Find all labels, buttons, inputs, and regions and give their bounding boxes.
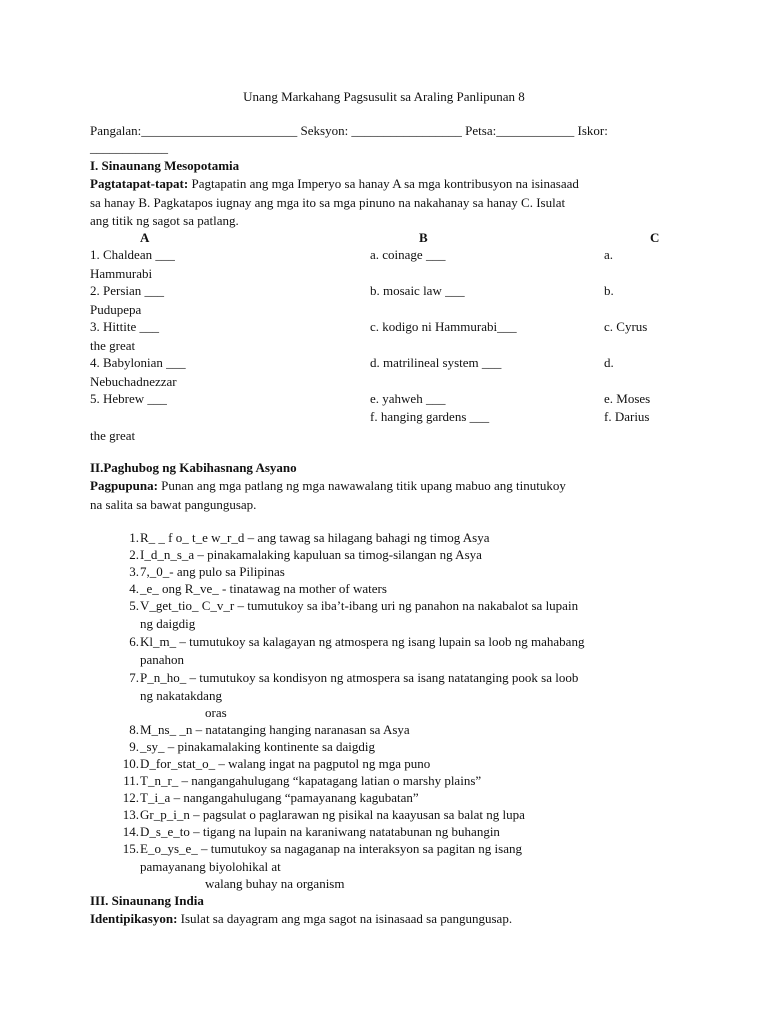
- list-item-number: 1.: [129, 530, 139, 545]
- list-item: T_i_a – nangangahulugang “pamayanang kagubatan”: [140, 790, 419, 805]
- list-item: _e_ ong R_ve_ - tinatawag na mother of waters: [140, 581, 387, 596]
- section-1-instruction-line-3: ang titik ng sagot sa patlang.: [90, 213, 239, 228]
- match-cell-c: e. Moses: [604, 391, 651, 406]
- match-cell-b: d. matrilineal system ___: [370, 355, 502, 370]
- section-1-instruction: [90, 176, 579, 192]
- instruction-text: Pagtapatin ang mga Imperyo sa hanay A sa mga kontribusyon na isinasaad: [188, 176, 579, 191]
- exam-title: Unang Markahang Pagsusulit sa Araling Panlipunan 8: [243, 89, 525, 104]
- list-item: Gr_p_i_n – pagsulat o paglarawan ng pisikal na kaayusan sa balat ng lupa: [140, 807, 525, 822]
- match-cell-a: 2. Persian ___: [90, 283, 165, 298]
- match-cell-c: a.: [604, 247, 614, 262]
- list-item-number: 6.: [129, 634, 139, 649]
- match-cell-c: c. Cyrus: [604, 319, 648, 334]
- match-cell-a: Hammurabi: [90, 266, 153, 281]
- list-item-continued: panahon: [140, 652, 185, 667]
- list-item-number: 10.: [122, 756, 139, 771]
- match-cell-a: 3. Hittite ___: [90, 319, 159, 334]
- list-item-number: 9.: [129, 739, 139, 754]
- list-item-continued: pamayanang biyolohikal at: [140, 859, 281, 874]
- list-item-continued: walang buhay na organism: [140, 876, 345, 891]
- list-item-number: 2.: [129, 547, 139, 562]
- list-item-number: 3.: [129, 564, 139, 579]
- match-cell-b: b. mosaic law ___: [370, 283, 465, 298]
- instruction-label: Pagpupuna:: [90, 478, 158, 493]
- list-item-number: 8.: [129, 722, 139, 737]
- match-cell-b: c. kodigo ni Hammurabi___: [370, 319, 517, 334]
- match-cell-a: the great: [90, 428, 136, 443]
- list-item-number: 13.: [122, 807, 139, 822]
- column-c-header: C: [650, 230, 660, 245]
- match-cell-c: d.: [604, 355, 614, 370]
- match-cell-a: 1. Chaldean ___: [90, 247, 175, 262]
- list-item-number: 4.: [129, 581, 139, 596]
- section-1-heading: I. Sinaunang Mesopotamia: [90, 158, 240, 173]
- match-cell-b: a. coinage ___: [370, 247, 446, 262]
- list-item-number: 15.: [122, 841, 139, 856]
- column-a-header: A: [140, 230, 150, 245]
- match-cell-a: Pudupepa: [90, 302, 142, 317]
- list-item: R_ _ f o_ t_e w_r_d – ang tawag sa hilagang bahagi ng timog Asya: [140, 530, 490, 545]
- match-cell-a: Nebuchadnezzar: [90, 374, 177, 389]
- match-cell-a: the great: [90, 338, 136, 353]
- list-item: M_ns_ _n – natatanging hanging naranasan sa Asya: [140, 722, 410, 737]
- list-item: T_n_r_ – nangangahulugang “kapatagang latian o marshy plains”: [140, 773, 482, 788]
- section-3-instruction: [90, 911, 512, 927]
- list-item: P_n_ho_ – tumutukoy sa kondisyon ng atmospera sa isang natatanging pook sa loob: [140, 670, 579, 685]
- list-item-number: 14.: [122, 824, 139, 839]
- list-item-number: 7.: [129, 670, 139, 685]
- instruction-text: Punan ang mga patlang ng mga nawawalang titik upang mabuo ang tinutukoy: [157, 478, 566, 493]
- section-2-heading: II.Paghubog ng Kabihasnang Asyano: [90, 460, 297, 475]
- list-item-number: 12.: [122, 790, 139, 805]
- instruction-text: Isulat sa dayagram ang mga sagot na isinasaad sa pangungusap.: [177, 911, 513, 926]
- list-item-continued: oras: [140, 705, 227, 720]
- list-item: _sy_ – pinakamalaking kontinente sa daigdig: [140, 739, 376, 754]
- match-cell-b: e. yahweh ___: [370, 391, 446, 406]
- match-cell-a: 5. Hebrew ___: [90, 391, 167, 406]
- match-cell-a: 4. Babylonian ___: [90, 355, 186, 370]
- list-item-continued: ng daigdig: [140, 616, 196, 631]
- match-cell-b: f. hanging gardens ___: [370, 409, 490, 424]
- section-1-instruction-line-2: sa hanay B. Pagkatapos iugnay ang mga ito sa mga pinuno na nakahanay sa hanay C. Isulat: [90, 195, 566, 210]
- list-item: E_o_ys_e_ – tumutukoy sa nagaganap na interaksyon sa pagitan ng isang: [140, 841, 522, 856]
- student-info-line: Pangalan:________________________ Seksyon: _________________ Petsa:____________ Iskor:: [90, 123, 608, 138]
- student-info-line-continued: ____________: [90, 140, 168, 155]
- list-item-number: 5.: [129, 598, 139, 613]
- list-item: V_get_tio_ C_v_r – tumutukoy sa iba’t-ibang uri ng panahon na nakabalot sa lupain: [140, 598, 579, 613]
- column-b-header: B: [419, 230, 428, 245]
- list-item: D_for_stat_o_ – walang ingat na pagputol ng mga puno: [140, 756, 431, 771]
- list-item-continued: ng nakatakdang: [140, 688, 222, 703]
- section-3-heading: III. Sinaunang India: [90, 893, 204, 908]
- list-item: D_s_e_to – tigang na lupain na karaniwang natatabunan ng buhangin: [140, 824, 500, 839]
- list-item: 7,_0_- ang pulo sa Pilipinas: [140, 564, 285, 579]
- list-item-number: 11.: [123, 773, 139, 788]
- list-item: I_d_n_s_a – pinakamalaking kapuluan sa timog-silangan ng Asya: [140, 547, 482, 562]
- instruction-label: Pagtatapat-tapat:: [90, 176, 189, 191]
- section-2-instruction: [90, 478, 566, 494]
- list-item: Kl_m_ – tumutukoy sa kalagayan ng atmospera ng isang lupain sa loob ng mahabang: [140, 634, 585, 649]
- match-cell-c: f. Darius: [604, 409, 650, 424]
- section-2-instruction-line-2: na salita sa bawat pangungusap.: [90, 497, 257, 512]
- instruction-label: Identipikasyon:: [90, 911, 178, 926]
- match-cell-c: b.: [604, 283, 614, 298]
